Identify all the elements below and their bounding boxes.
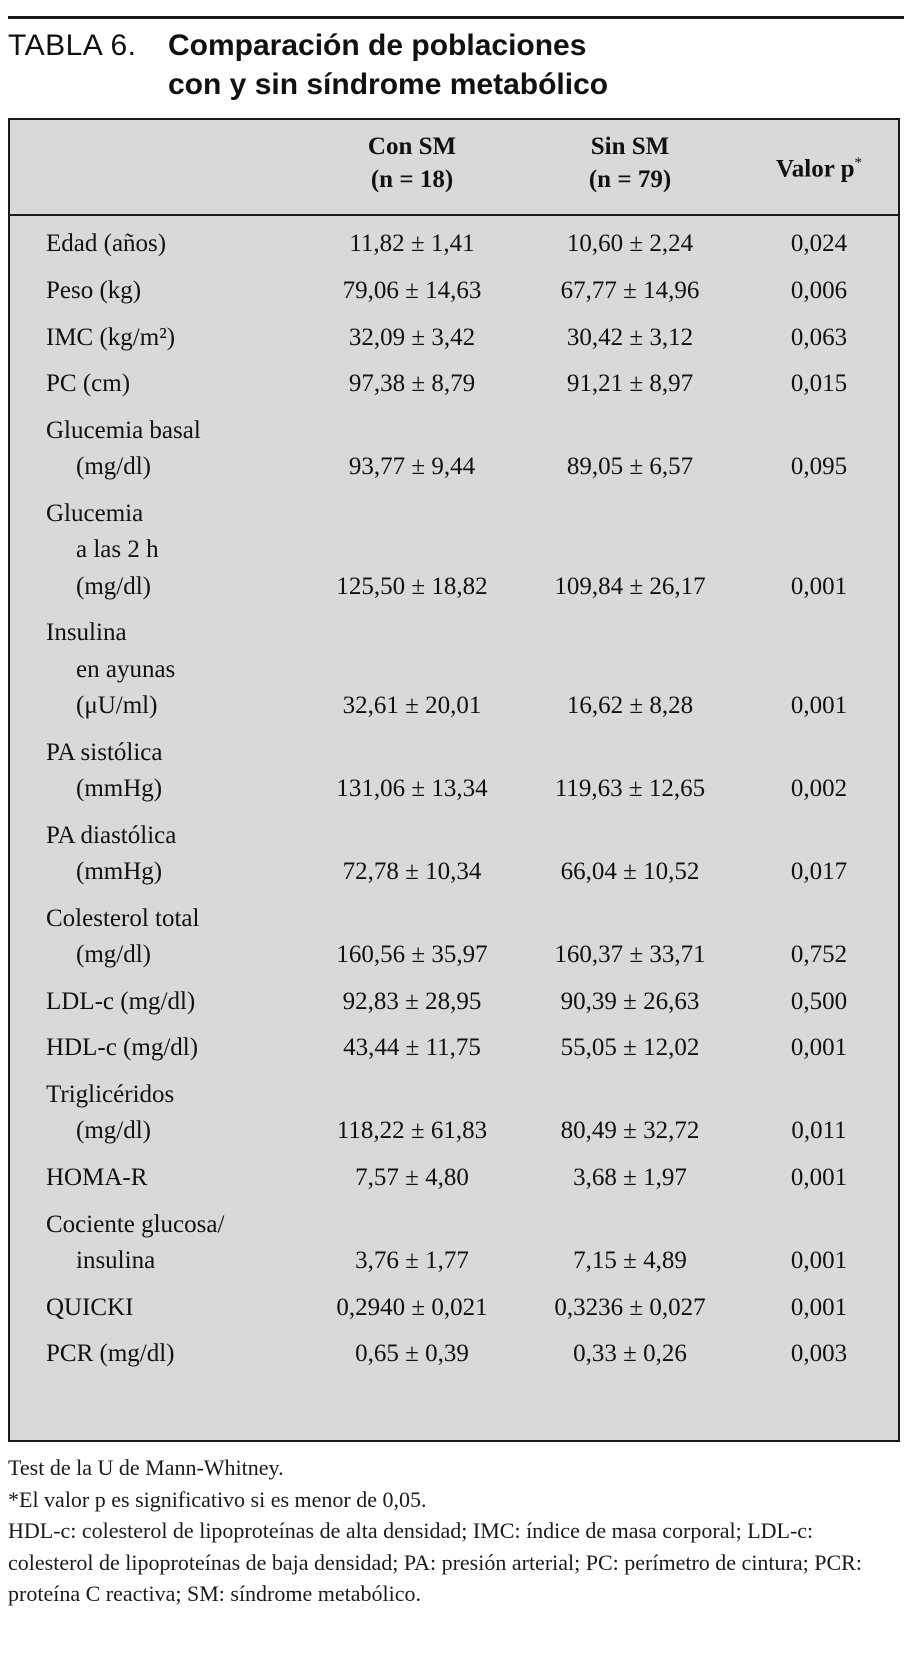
value-sin-sm: 7,15 ± 4,89: [573, 1247, 687, 1275]
table-row: [10, 724, 898, 807]
value-sin-sm: 55,05 ± 12,02: [560, 1034, 700, 1062]
row-label: [46, 615, 175, 724]
table-row: [10, 973, 898, 1020]
footnote: *El valor p es significativo si es menor de 0,05.: [8, 1486, 427, 1512]
table-row: [10, 216, 898, 263]
data-table: [8, 118, 900, 1442]
value-p: 0,001: [790, 692, 848, 720]
table-row: [10, 356, 898, 403]
table-title: [8, 26, 904, 104]
row-label-line: Glucemia: [46, 500, 144, 528]
row-label: [46, 496, 159, 605]
value-p: 0,095: [790, 453, 848, 481]
value-con-sm: 32,61 ± 20,01: [342, 692, 482, 720]
row-label-line: (mmHg): [76, 858, 163, 886]
footnote: Test de la U de Mann-Whitney.: [8, 1455, 284, 1480]
value-p: 0,015: [790, 370, 848, 398]
value-p: 0,500: [790, 987, 848, 1015]
row-label-line: HOMA-R: [46, 1164, 148, 1192]
value-con-sm: 7,57 ± 4,80: [355, 1164, 469, 1192]
value-p: 0,001: [790, 1247, 848, 1275]
value-p: 0,752: [790, 941, 848, 969]
value-con-sm: 79,06 ± 14,63: [342, 277, 482, 305]
value-sin-sm: 119,63 ± 12,65: [554, 775, 706, 803]
value-sin-sm: 10,60 ± 2,24: [566, 230, 694, 258]
value-p: 0,001: [790, 1034, 848, 1062]
value-p: 0,001: [790, 1293, 848, 1321]
row-label-line: (mmHg): [76, 775, 163, 803]
value-p: 0,024: [790, 230, 848, 258]
value-sin-sm: 66,04 ± 10,52: [560, 858, 700, 886]
row-label-line: Cociente glucosa/: [46, 1210, 225, 1238]
table-row: [10, 309, 898, 356]
value-con-sm: 0,2940 ± 0,021: [336, 1293, 488, 1321]
row-label-line: IMC (kg/m²): [46, 323, 176, 351]
row-label: [46, 413, 201, 486]
table-row: [10, 605, 898, 724]
row-label: [46, 1290, 134, 1326]
value-con-sm: 92,83 ± 28,95: [342, 987, 482, 1015]
table-row: [10, 1196, 898, 1279]
header-sin-sm-label: Sin SM: [590, 133, 670, 160]
value-con-sm: 3,76 ± 1,77: [355, 1247, 469, 1275]
row-label-line: (mg/dl): [76, 941, 151, 969]
table-body: [10, 216, 898, 1373]
value-p: 0,017: [790, 858, 848, 886]
row-label-line: QUICKI: [46, 1293, 134, 1321]
row-label: [46, 1336, 175, 1372]
value-con-sm: 160,56 ± 35,97: [336, 941, 488, 969]
row-label-line: Colesterol total: [46, 904, 200, 932]
row-label: [46, 984, 195, 1020]
table-row: [10, 890, 898, 973]
row-label: [46, 1077, 174, 1150]
table-row: [10, 1020, 898, 1067]
row-label-line: PCR (mg/dl): [46, 1340, 175, 1368]
row-label-line: PA diastólica: [46, 821, 177, 849]
value-con-sm: 118,22 ± 61,83: [336, 1117, 488, 1145]
value-sin-sm: 89,05 ± 6,57: [566, 453, 694, 481]
value-p: 0,006: [790, 277, 848, 305]
footnotes: [8, 1452, 904, 1610]
value-sin-sm: 3,68 ± 1,97: [573, 1164, 687, 1192]
row-label: [46, 901, 199, 974]
value-con-sm: 131,06 ± 13,34: [336, 775, 488, 803]
title-line-2: con y sin síndrome metabólico: [168, 68, 609, 101]
value-sin-sm: 109,84 ± 26,17: [554, 572, 706, 600]
value-sin-sm: 30,42 ± 3,12: [566, 323, 694, 351]
value-p: 0,003: [790, 1340, 848, 1368]
row-label-line: Triglicéridos: [46, 1081, 175, 1109]
row-label-line: a las 2 h: [76, 536, 159, 564]
value-con-sm: 97,38 ± 8,79: [348, 370, 476, 398]
row-label-line: HDL-c (mg/dl): [46, 1034, 199, 1062]
row-label: [46, 1030, 198, 1066]
row-label: [46, 818, 176, 891]
row-label-line: Insulina: [46, 619, 127, 647]
value-sin-sm: 0,33 ± 0,26: [573, 1340, 687, 1368]
footnote: HDL-c: colesterol de lipoproteínas de alta densidad; IMC: índice de masa corporal; LDL-c: colesterol de lipoproteínas de baja densidad; PA: presión arterial; PC: perímetro de cintura; PCR: proteína C reactiva; SM: síndrome metabólico.: [8, 1518, 862, 1606]
row-label-line: Edad (años): [46, 230, 167, 258]
table-row: [10, 1067, 898, 1150]
value-con-sm: 11,82 ± 1,41: [349, 230, 475, 258]
row-label-line: LDL-c (mg/dl): [46, 987, 196, 1015]
header-sin-sm-n: (n = 79): [588, 166, 672, 193]
row-label-line: en ayunas: [76, 655, 176, 683]
value-sin-sm: 90,39 ± 26,63: [560, 987, 700, 1015]
row-label: [46, 735, 162, 808]
table-row: [10, 263, 898, 310]
row-label: [46, 1207, 224, 1280]
value-sin-sm: 0,3236 ± 0,027: [554, 1293, 706, 1321]
header-con-sm-n: (n = 18): [370, 166, 454, 193]
value-p: 0,001: [790, 572, 848, 600]
value-con-sm: 72,78 ± 10,34: [342, 858, 482, 886]
value-con-sm: 93,77 ± 9,44: [348, 453, 476, 481]
title-line-1: Comparación de poblaciones: [168, 29, 587, 62]
row-label: [46, 366, 130, 402]
table-row: [10, 403, 898, 486]
header-sin-sm: [500, 130, 760, 196]
value-p: 0,011: [791, 1117, 847, 1145]
value-p: 0,002: [790, 775, 848, 803]
row-label-line: Glucemia basal: [46, 417, 201, 445]
value-p: 0,001: [790, 1164, 848, 1192]
value-sin-sm: 67,77 ± 14,96: [560, 277, 700, 305]
row-label: [46, 1160, 147, 1196]
table-number: TABLA 6.: [8, 29, 137, 62]
table-header: [10, 120, 898, 216]
row-label: [46, 320, 175, 356]
value-sin-sm: 91,21 ± 8,97: [566, 370, 694, 398]
row-label-line: Peso (kg): [46, 277, 142, 305]
row-label-line: (mg/dl): [76, 1117, 151, 1145]
table-row: [10, 807, 898, 890]
value-con-sm: 32,09 ± 3,42: [348, 323, 476, 351]
header-p-label: Valor p: [775, 155, 855, 183]
row-label-line: PC (cm): [46, 370, 131, 398]
table-row: [10, 486, 898, 605]
header-con-sm-label: Con SM: [367, 133, 457, 160]
row-label: [46, 226, 166, 262]
header-p-asterisk: *: [854, 155, 862, 171]
row-label-line: (μU/ml): [76, 692, 158, 720]
value-sin-sm: 160,37 ± 33,71: [554, 941, 706, 969]
row-label-line: (mg/dl): [76, 453, 151, 481]
row-label-line: (mg/dl): [76, 572, 151, 600]
row-label-line: insulina: [76, 1247, 156, 1275]
value-con-sm: 125,50 ± 18,82: [336, 572, 488, 600]
top-rule: [8, 16, 904, 19]
value-p: 0,063: [790, 323, 848, 351]
table-row: [10, 1150, 898, 1197]
row-label: [46, 273, 141, 309]
header-p-value: [724, 147, 912, 185]
value-con-sm: 0,65 ± 0,39: [355, 1340, 469, 1368]
value-sin-sm: 80,49 ± 32,72: [560, 1117, 700, 1145]
value-con-sm: 43,44 ± 11,75: [343, 1034, 481, 1062]
table-row: [10, 1326, 898, 1373]
row-label-line: PA sistólica: [46, 738, 163, 766]
value-sin-sm: 16,62 ± 8,28: [566, 692, 694, 720]
table-row: [10, 1279, 898, 1326]
